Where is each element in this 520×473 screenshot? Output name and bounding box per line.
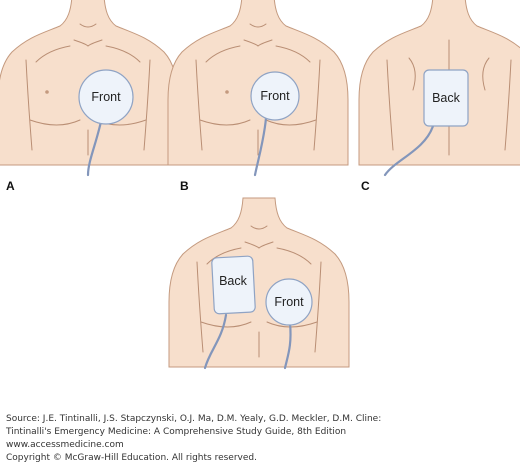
panel-label-c: C (361, 179, 370, 193)
panel-c (359, 0, 520, 193)
caption-book: Tintinalli's Emergency Medicine: A Comprehensive Study Guide, 8th Edition (6, 427, 347, 437)
caption-source: Source: J.E. Tintinalli, J.S. Stapczynski, O.J. Ma, D.M. Yealy, G.D. Meckler, D.M. Cline: (6, 414, 382, 424)
caption-website: www.accessmedicine.com (6, 440, 124, 450)
panel-d (169, 198, 349, 368)
pad-label-front: Front (274, 295, 304, 309)
torso-front (169, 198, 349, 367)
nipple-left (225, 90, 229, 94)
pad-label-front: Front (260, 89, 290, 103)
panel-label-b: B (180, 179, 189, 193)
caption-copyright: Copyright © McGraw-Hill Education. All rights reserved. (6, 453, 257, 463)
panel-a (0, 0, 178, 193)
panel-b (168, 0, 348, 193)
source-caption (6, 413, 516, 465)
panel-label-a: A (6, 179, 15, 193)
pad-label-back: Back (219, 274, 247, 288)
nipple-left (45, 90, 49, 94)
pad-label-front: Front (91, 90, 121, 104)
pad-label-back: Back (432, 91, 460, 105)
